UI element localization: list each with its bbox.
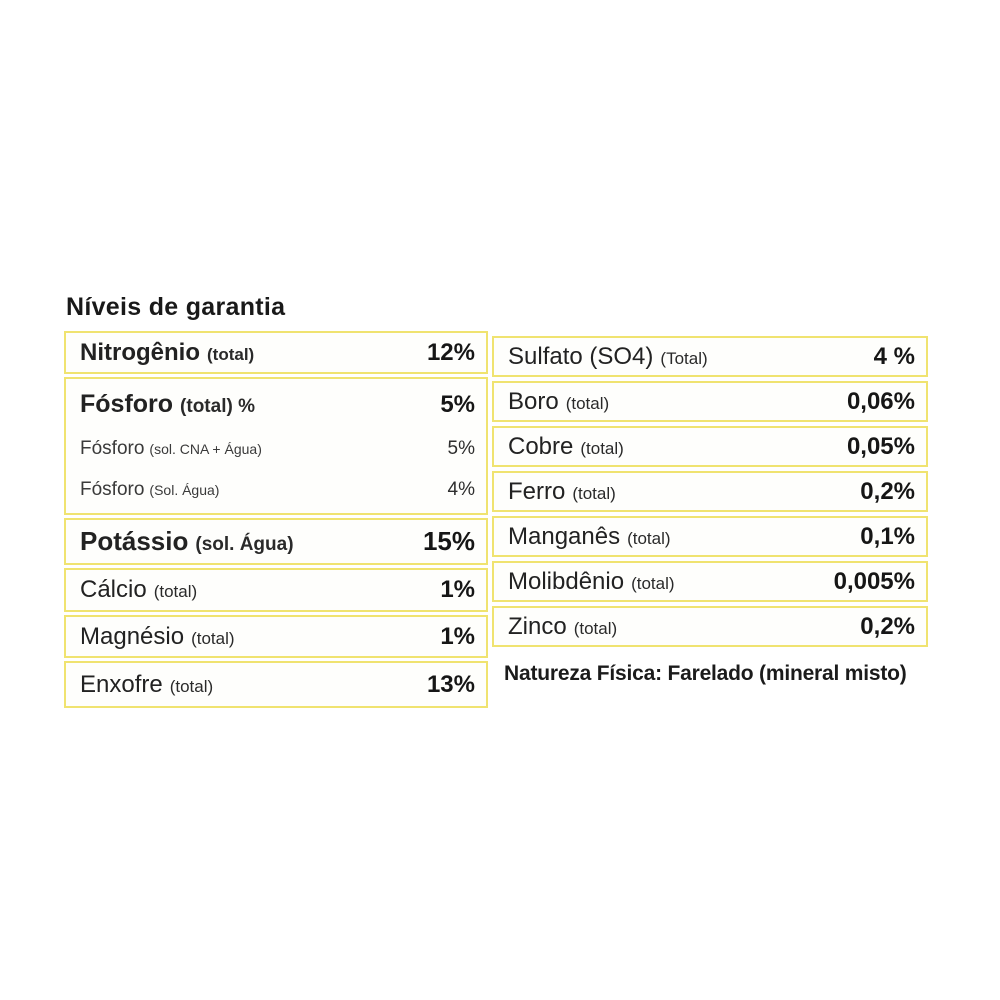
- row-label: [80, 671, 213, 699]
- nutrient-qualifier: (total): [207, 344, 255, 364]
- nutrient-name: Cálcio: [80, 576, 147, 603]
- nutrient-name: Potássio: [80, 526, 189, 556]
- nutrient-name: Fósforo: [80, 390, 174, 418]
- nutrient-qualifier: (total): [627, 528, 671, 548]
- nutrient-name: Fósforo: [80, 479, 145, 500]
- nutrient-name: Enxofre: [80, 670, 163, 698]
- nutrient-name: Fósforo: [80, 438, 145, 459]
- nutrient-name: Zinco: [508, 612, 567, 640]
- row-label: [80, 438, 262, 460]
- nutrient-value: 0,06%: [846, 387, 915, 415]
- nutrient-name: Cobre: [508, 432, 574, 460]
- row-label: [80, 623, 235, 651]
- nutrient-value: 13%: [426, 670, 475, 698]
- nutrient-qualifier: (sol. CNA + Água): [149, 441, 262, 457]
- row-calcio: [64, 568, 488, 612]
- row-nitrogenio: [64, 331, 488, 374]
- nutrient-value: 12%: [426, 338, 475, 366]
- row-label: [508, 343, 708, 371]
- nutrient-qualifier: (total): [573, 618, 618, 638]
- nutrient-name: Sulfato (SO4): [508, 342, 654, 370]
- nutrient-value: 0,2%: [860, 477, 915, 505]
- row-label: [508, 523, 671, 551]
- page-title: Níveis de garantia: [66, 293, 286, 321]
- row-molibdenio: [492, 561, 928, 602]
- nutrient-qualifier: (Total): [660, 348, 708, 368]
- nutrient-value: 1%: [440, 576, 475, 603]
- nutrient-qualifier: (total): [572, 483, 616, 503]
- nutrient-value: 0,005%: [833, 567, 915, 595]
- row-label: [508, 388, 609, 416]
- nutrient-qualifier: (Sol. Água): [149, 482, 220, 498]
- nutrient-qualifier: (total): [191, 628, 235, 648]
- row-potassio: [64, 518, 488, 565]
- nutrient-name: Molibdênio: [508, 567, 625, 595]
- row-fosforo-group: [64, 377, 488, 515]
- row-enxofre: [64, 661, 488, 708]
- macronutrients-table: [64, 331, 488, 711]
- row-magnesio: [64, 615, 488, 658]
- row-label: [80, 526, 294, 557]
- row-fosforo-sol-agua: [80, 479, 475, 501]
- physical-nature-note: Natureza Física: Farelado (mineral misto): [504, 662, 907, 685]
- row-label: [508, 613, 617, 641]
- row-label: [80, 390, 255, 419]
- row-label: [80, 339, 254, 367]
- nutrient-qualifier: (total): [153, 582, 198, 601]
- row-ferro: [492, 471, 928, 512]
- nutrient-value: 4%: [447, 479, 475, 500]
- nutrient-qualifier: (total): [169, 676, 214, 696]
- row-label: [80, 576, 197, 604]
- nutrient-qualifier: (total) %: [180, 396, 255, 417]
- row-sulfato: [492, 336, 928, 377]
- row-label: [80, 479, 219, 501]
- nutrient-value: 0,2%: [860, 612, 915, 640]
- nutrient-value: 5%: [447, 438, 475, 459]
- row-label: [508, 568, 675, 596]
- nutrient-value: 0,1%: [860, 522, 915, 550]
- nutrient-value: 0,05%: [846, 432, 915, 460]
- micronutrients-table: [492, 336, 928, 686]
- row-zinco: [492, 606, 928, 647]
- nutrient-value: 1%: [440, 622, 475, 650]
- row-fosforo-total: [80, 390, 475, 419]
- nutrient-qualifier: (total): [631, 573, 675, 593]
- nutrient-value: 15%: [422, 526, 475, 556]
- nutrient-qualifier: (total): [580, 438, 624, 458]
- row-label: [508, 478, 616, 506]
- row-boro: [492, 381, 928, 422]
- row-cobre: [492, 426, 928, 467]
- nutrient-name: Magnésio: [80, 622, 185, 650]
- nutrient-value: 5%: [440, 391, 475, 418]
- nutrient-name: Nitrogênio: [80, 338, 200, 366]
- guarantee-tables: [64, 331, 928, 711]
- nutrient-value: 4 %: [873, 342, 915, 370]
- row-label: [508, 433, 624, 461]
- nutrient-qualifier: (sol. Água): [195, 534, 294, 555]
- row-fosforo-cna-agua: [80, 438, 475, 460]
- nutrient-qualifier: (total): [565, 393, 610, 413]
- nutrient-name: Boro: [508, 387, 559, 415]
- row-manganes: [492, 516, 928, 557]
- nutrient-name: Ferro: [508, 477, 566, 505]
- nutrient-name: Manganês: [508, 522, 621, 550]
